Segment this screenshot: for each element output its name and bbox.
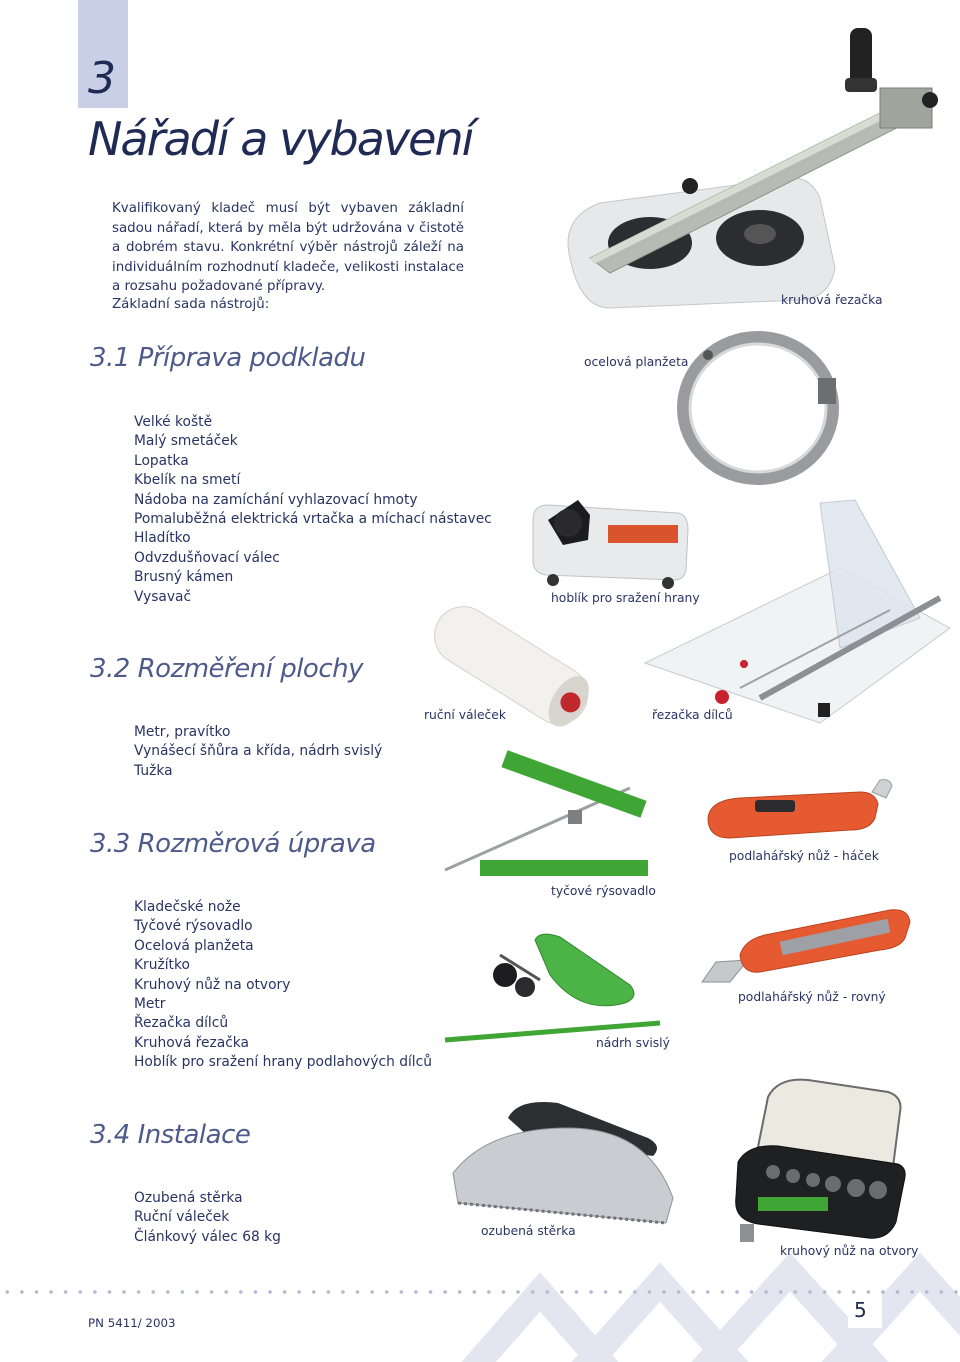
chapter-tab bbox=[78, 0, 128, 108]
caption-beam-compass: tyčové rýsovadlo bbox=[551, 884, 656, 898]
section-heading-3-2: 3.2 Rozměření plochy bbox=[90, 654, 364, 684]
caption-plumb-line: nádrh svislý bbox=[596, 1036, 670, 1050]
list-item: Hoblík pro sražení hrany podlahových dílců bbox=[134, 1054, 432, 1071]
list-item: Odvzdušňovací válec bbox=[134, 549, 280, 566]
caption-notched-trowel: ozubená stěrka bbox=[481, 1224, 576, 1238]
section-heading-3-3: 3.3 Rozměrová úprava bbox=[90, 829, 376, 859]
list-item: Kruhová řezačka bbox=[134, 1034, 249, 1051]
list-item: Kružítko bbox=[134, 957, 190, 974]
list-item: Brusný kámen bbox=[134, 569, 234, 586]
list-item: Tužka bbox=[134, 762, 173, 779]
list-item: Vynášecí šňůra a křída, nádrh svislý bbox=[134, 743, 383, 760]
hook-knife-image bbox=[700, 778, 895, 850]
section-list-3-1 bbox=[134, 413, 492, 607]
list-item: Článkový válec 68 kg bbox=[134, 1228, 281, 1245]
caption-hook-knife: podlahářský nůž - háček bbox=[729, 849, 879, 863]
list-item: Velké koště bbox=[134, 414, 213, 430]
list-item: Kladečské nože bbox=[134, 899, 241, 915]
list-item: Hladítko bbox=[134, 530, 191, 547]
footer-dot-divider bbox=[0, 1289, 960, 1295]
caption-panel-cutter: řezačka dílců bbox=[652, 708, 733, 722]
list-item: Metr bbox=[134, 996, 166, 1013]
notched-trowel-image bbox=[448, 1098, 680, 1228]
caption-steel-strip: ocelová planžeta bbox=[584, 355, 689, 369]
caption-hole-cutter: kruhový nůž na otvory bbox=[780, 1244, 919, 1258]
list-item: Pomaluběžná elektrická vrtačka a míchací nástavec bbox=[134, 511, 492, 528]
caption-edge-plane: hoblík pro sražení hrany bbox=[551, 591, 700, 605]
list-item: Tyčové rýsovadlo bbox=[134, 918, 253, 935]
list-item: Řezačka dílců bbox=[134, 1015, 229, 1032]
page-title: Nářadí a vybavení bbox=[88, 112, 473, 166]
plumb-line-image bbox=[440, 925, 670, 1047]
basic-set-label: Základní sada nástrojů: bbox=[112, 297, 270, 312]
section-heading-3-4: 3.4 Instalace bbox=[90, 1120, 251, 1150]
list-item: Kruhový nůž na otvory bbox=[134, 976, 291, 993]
list-item: Malý smetáček bbox=[134, 433, 238, 450]
panel-cutter-image bbox=[640, 498, 960, 728]
section-heading-3-1: 3.1 Příprava podkladu bbox=[90, 343, 366, 373]
decorative-chevrons bbox=[470, 1252, 960, 1362]
circle-cutter-image bbox=[560, 18, 950, 303]
section-list-3-3 bbox=[134, 898, 432, 1073]
list-item: Metr, pravítko bbox=[134, 724, 231, 740]
list-item: Ruční váleček bbox=[134, 1209, 230, 1226]
page-number-box bbox=[848, 1296, 882, 1328]
beam-compass-image bbox=[440, 770, 660, 882]
page-number: 5 bbox=[854, 1298, 867, 1322]
list-item: Vysavač bbox=[134, 588, 192, 605]
intro-paragraph: Kvalifikovaný kladeč musí být vybaven základní sadou nářadí, která by měla být udržována v čistotě a dobrém stavu. Konkrétní výběr nástrojů záleží na individuálním rozhodnutí kladeče, velikosti instalace a rozsahu požadované přípravy. bbox=[112, 201, 464, 294]
section-list-3-2 bbox=[134, 723, 382, 781]
list-item: Ozubená stěrka bbox=[134, 1190, 243, 1206]
section-list-3-4 bbox=[134, 1189, 281, 1247]
straight-knife-image bbox=[700, 900, 915, 985]
steel-strip-image bbox=[680, 330, 840, 480]
list-item: Kbelík na smetí bbox=[134, 472, 241, 489]
document-code: PN 5411/ 2003 bbox=[88, 1316, 176, 1330]
caption-circle-cutter: kruhová řezačka bbox=[781, 293, 883, 307]
list-item: Lopatka bbox=[134, 452, 189, 469]
caption-straight-knife: podlahářský nůž - rovný bbox=[738, 990, 886, 1004]
list-item: Nádoba na zamíchání vyhlazovací hmoty bbox=[134, 491, 418, 508]
hole-cutter-image bbox=[728, 1072, 908, 1242]
list-item: Ocelová planžeta bbox=[134, 937, 254, 954]
caption-hand-roller: ruční váleček bbox=[424, 708, 506, 722]
chapter-number: 3 bbox=[88, 53, 116, 104]
